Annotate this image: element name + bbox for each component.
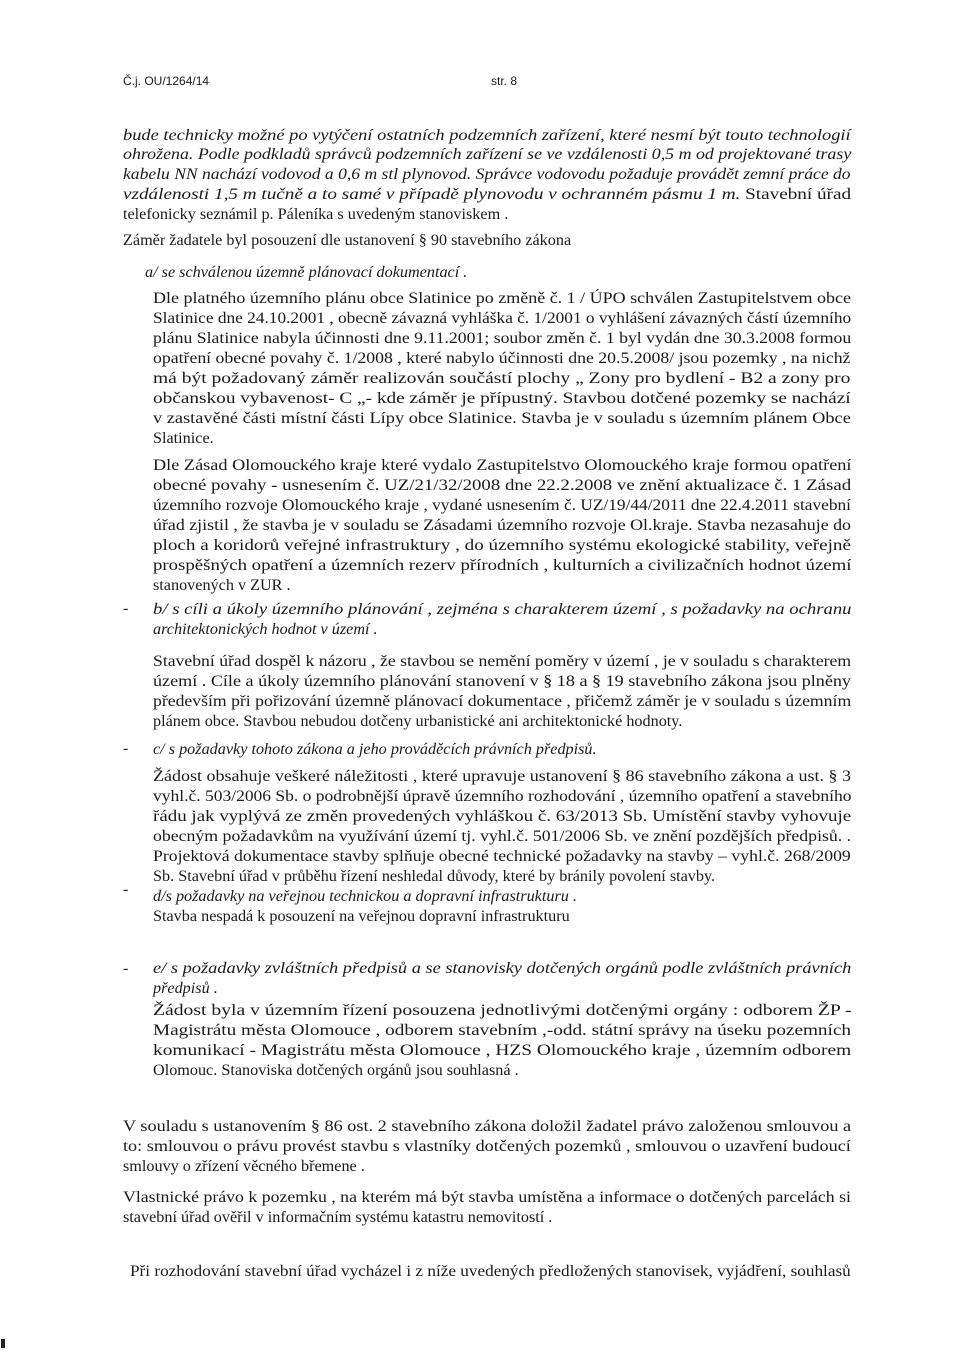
text-line: b/ s cíli a úkoly územního plánování , zejména s charakterem území , s požadavky na ochranu bbox=[153, 600, 852, 618]
text-line: Olomouc. Stanoviska dotčených orgánů jsou souhlasná . bbox=[153, 1061, 519, 1079]
text-line: Žádost obsahuje veškeré náležitosti , které upravuje ustanovení § 86 stavebního zákona a ust. § 3 bbox=[153, 767, 851, 785]
text-line: prospěšných opatření a územních rezerv přírodních , kulturních a civilizačních hodnot území bbox=[153, 556, 852, 574]
text-line: a/ se schválenou územně plánovací dokumentací . bbox=[145, 263, 468, 281]
document-reference: Č.j. OU/1264/14 bbox=[123, 74, 210, 88]
text-line: řádu jak vyplývá ze změn provedených vyhláškou č. 63/2013 Sb. Umístění stavby vyhovuje bbox=[153, 807, 852, 825]
text-line: Magistrátu města Olomouce , odborem stavebním ,-odd. státní správy na úseku pozemních bbox=[153, 1021, 852, 1039]
text-line-tail: Stavební úřad bbox=[740, 185, 852, 203]
text-line: Při rozhodování stavební úřad vycházel i z níže uvedených předložených stanovisek, vyjádření, souhlasů bbox=[130, 1262, 851, 1280]
text-line: komunikací - Magistrátu města Olomouce , HZS Olomouckého kraje , územním odborem bbox=[153, 1041, 852, 1059]
text-line: Dle platného územního plánu obce Slatinice po změně č. 1 / ÚPO schválen Zastupitelstvem obce bbox=[153, 289, 851, 307]
text-line: územního rozvoje Olomouckého kraje , vydané usnesením č. UZ/19/44/2011 dne 22.4.2011 stavební bbox=[153, 496, 851, 514]
list-bullet: - bbox=[123, 881, 129, 898]
text-line: úřad zjistil , že stavba je v souladu se Zásadami územního rozvoje Ol.kraje. Stavba nezasahuje do bbox=[153, 516, 852, 534]
text-line: kabelu NN nachází vodovod a 0,6 m stl plynovod. Správce vodovodu požaduje provádět zemní práce do bbox=[123, 165, 851, 183]
text-line: Slatinice dne 24.10.2001 , obecně závazná vyhláška č. 1/2001 o vyhlášení závazných částí územního bbox=[153, 309, 852, 327]
text-line: především při pořizování územně plánovací dokumentace , přičemž záměr je v souladu s územním bbox=[153, 692, 852, 710]
text-line: stanovených v ZUR . bbox=[153, 576, 291, 594]
page-number: str. 8 bbox=[491, 74, 518, 88]
text-line: e/ s požadavky zvláštních předpisů a se stanovisky dotčených orgánů podle zvláštních právních bbox=[153, 959, 852, 977]
text-line: plánu Slatinice nabyla účinnosti dne 9.11.2001; soubor změn č. 1 byl vydán dne 30.3.2008 formou bbox=[153, 329, 852, 347]
text-line: Záměr žadatele byl posouzení dle ustanovení § 90 stavebního zákona bbox=[123, 231, 572, 249]
text-line: to: smlouvou o právu provést stavbu s vlastníky dotčených pozemků , smlouvou o uzavření budoucí bbox=[123, 1137, 851, 1155]
text-line: ploch a koridorů veřejné infrastruktury , do územního systému ekologické stability, veřejně bbox=[153, 536, 851, 554]
text-line: ohrožena. Podle podkladů správců podzemních zařízení se ve vzdálenosti 0,5 m od projektované trasy bbox=[123, 145, 852, 163]
text-line: občanskou vybavenost- C „- kde záměr je přípustný. Stavbou dotčené pozemky se nachází bbox=[153, 389, 851, 407]
text-line: Stavba nespadá k posouzení na veřejnou dopravní infrastrukturu bbox=[153, 907, 570, 925]
list-bullet: - bbox=[123, 600, 129, 617]
list-bullet: - bbox=[123, 960, 129, 977]
text-line: předpisů . bbox=[153, 979, 218, 997]
text-line: smlouvy o zřízení věcného břemene . bbox=[123, 1157, 365, 1175]
text-line: bude technicky možné po vytýčení ostatních podzemních zařízení, které nesmí být touto technologií bbox=[123, 126, 851, 144]
text-line: Stavební úřad dospěl k názoru , že stavbou se nemění poměry v území , je v souladu s charakterem bbox=[153, 652, 852, 670]
text-line: má být požadovaný záměr realizován součástí plochy „ Zony pro bydlení - B2 a zony pro bbox=[153, 369, 851, 387]
text-line: v zastavěné části místní části Lípy obce Slatinice. Stavba je v souladu s územním plánem Obce bbox=[153, 409, 851, 427]
text-line: území . Cíle a úkoly územního plánování stanovení v § 18 a § 19 stavebního zákona jsou plněny bbox=[153, 672, 851, 690]
text-line: Projektová dokumentace stavby splňuje obecné technické požadavky na stavby – vyhl.č. 268/2009 bbox=[153, 847, 851, 865]
text-line: Sb. Stavební úřad v průběhu řízení neshledal důvody, které by bránily povolení stavby. bbox=[153, 867, 716, 885]
text-line: architektonických hodnot v území . bbox=[153, 620, 378, 638]
text-line: d/s požadavky na veřejnou technickou a dopravní infrastrukturu . bbox=[153, 887, 577, 905]
text-line: Žádost byla v územním řízení posouzena jednotlivými dotčenými orgány : odborem ŽP - bbox=[153, 1001, 852, 1019]
list-bullet: - bbox=[123, 740, 129, 757]
text-line: obecné povahy - usnesením č. UZ/21/32/2008 dne 22.2.2008 ve znění aktualizace č. 1 Zásad bbox=[153, 476, 852, 494]
text-line: Slatinice. bbox=[153, 429, 214, 447]
scan-mark bbox=[1, 1339, 5, 1348]
text-line: V souladu s ustanovením § 86 ost. 2 stavebního zákona doložil žadatel právo založenou smlouvou a bbox=[123, 1117, 852, 1135]
text-line: telefonicky seznámil p. Páleníka s uvedeným stanoviskem . bbox=[123, 205, 509, 223]
text-line: opatření obecné povahy č. 1/2008 , které nabylo účinnosti dne 20.5.2008/ jsou pozemky , na nichž bbox=[153, 349, 851, 367]
text-line: vyhl.č. 503/2006 Sb. o podrobnější úpravě územního rozhodování , územního opatření a stavebního bbox=[153, 787, 852, 805]
text-line: c/ s požadavky tohoto zákona a jeho prováděcích právních předpisů. bbox=[153, 740, 597, 758]
text-line: obecným požadavkům na využívání území tj. vyhl.č. 501/2006 Sb. ve znění pozdějších předpisů. . bbox=[153, 827, 852, 845]
text-line: vzdálenosti 1,5 m tučně a to samé v případě plynovodu v ochranném pásmu 1 m. Stavební úřad bbox=[123, 185, 852, 203]
text-line: Dle Zásad Olomouckého kraje které vydalo Zastupitelstvo Olomouckého kraje formou opatření bbox=[153, 456, 852, 474]
text-line: Vlastnické právo k pozemku , na kterém má být stavba umístěna a informace o dotčených parcelách si bbox=[123, 1188, 852, 1206]
text-line: plánem obce. Stavbou nebudou dotčeny urbanistické ani architektonické hodnoty. bbox=[153, 712, 683, 730]
text-line: stavební úřad ověřil v informačním systému katastru nemovitostí . bbox=[123, 1208, 553, 1226]
